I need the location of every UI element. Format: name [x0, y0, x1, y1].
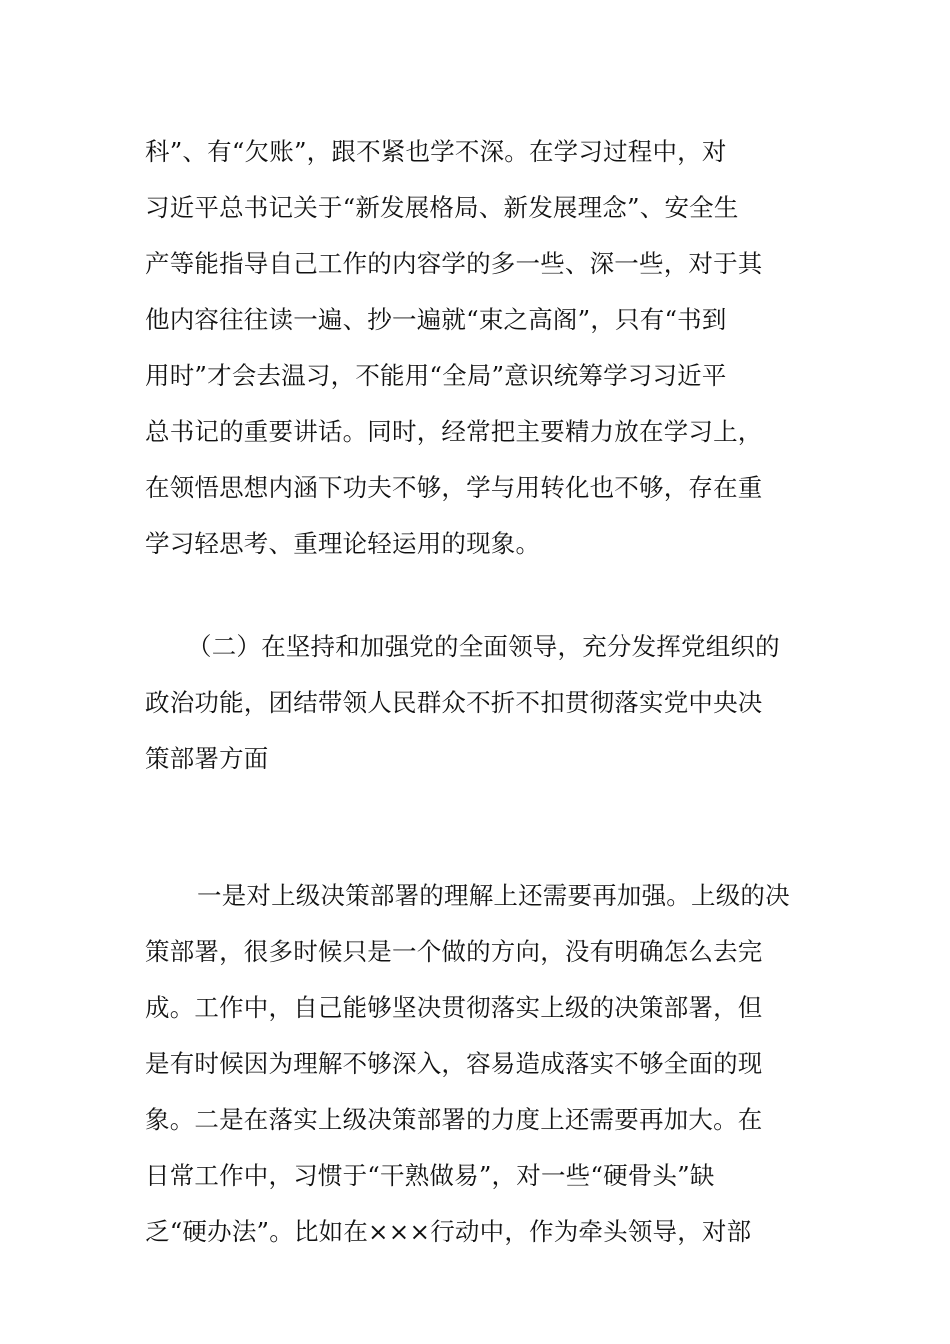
- heading-line: 政治功能，团结带领人民群众不折不扣贯彻落实党中央决: [145, 688, 763, 717]
- text-line: 成。工作中，自己能够坚决贯彻落实上级的决策部署，但: [145, 993, 763, 1022]
- text-line: 象。二是在落实上级决策部署的力度上还需要再加大。在: [145, 1105, 763, 1134]
- paragraph-decision-implementation: [145, 868, 807, 1260]
- text-line: 策部署，很多时候只是一个做的方向，没有明确怎么去完: [145, 937, 763, 966]
- text-line: 科”、有“欠账”，跟不紧也学不深。在学习过程中，对: [145, 137, 727, 166]
- section-heading-two: [145, 619, 807, 787]
- paragraph-study-issues: [145, 124, 807, 572]
- text-line: 总书记的重要讲话。同时，经常把主要精力放在学习上，: [145, 417, 763, 446]
- text-line: 产等能指导自己工作的内容学的多一些、深一些，对于其: [145, 249, 763, 278]
- text-line: 乏“硬办法”。比如在×××行动中，作为牵头领导，对部: [145, 1217, 752, 1246]
- text-line: 学习轻思考、重理论轻运用的现象。: [145, 529, 541, 558]
- text-line: 他内容往往读一遍、抄一遍就“束之高阁”，只有“书到: [145, 305, 727, 334]
- text-line: 习近平总书记关于“新发展格局、新发展理念”、安全生: [145, 193, 739, 222]
- text-line: 用时”才会去温习，不能用“全局”意识统筹学习习近平: [145, 361, 727, 390]
- heading-line: 策部署方面: [145, 744, 269, 773]
- heading-line: （二）在坚持和加强党的全面领导，充分发挥党组织的: [187, 632, 780, 661]
- text-line: 是有时候因为理解不够深入，容易造成落实不够全面的现: [145, 1049, 763, 1078]
- text-line: 一是对上级决策部署的理解上还需要再加强。上级的决: [197, 881, 790, 910]
- text-line: 在领悟思想内涵下功夫不够，学与用转化也不够，存在重: [145, 473, 763, 502]
- text-line: 日常工作中，习惯于“干熟做易”，对一些“硬骨头”缺: [145, 1161, 715, 1190]
